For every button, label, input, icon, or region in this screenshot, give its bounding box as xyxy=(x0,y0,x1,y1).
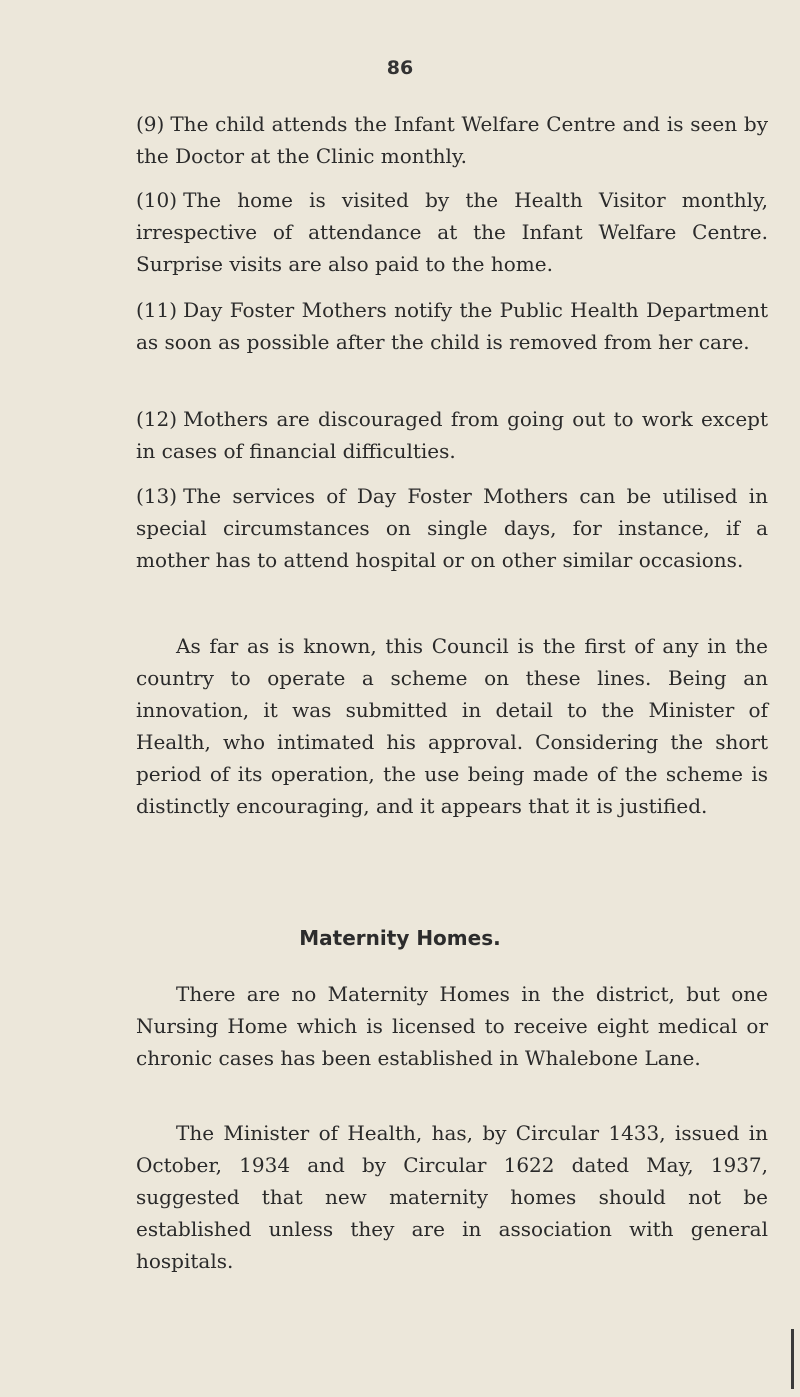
list-item-13 xyxy=(136,480,768,576)
item-text: Day Foster Mothers notify the Public Health Department as soon as possible after the child is removed from her care. xyxy=(136,298,768,354)
item-number: (10) xyxy=(136,188,178,212)
paragraph-minister-circular: The Minister of Health, has, by Circular 1433, issued in October, 1934 and by Circular 1622 dated May, 1937, suggested that new maternity homes should not be established unless they are in association with general hospitals. xyxy=(136,1121,768,1273)
item-number: (13) xyxy=(136,484,178,508)
list-item-12 xyxy=(136,403,768,467)
list-item-9 xyxy=(136,108,768,172)
item-text: Mothers are discouraged from going out to work except in cases of financial difficulties. xyxy=(136,407,768,463)
paragraph-council-scheme: As far as is known, this Council is the first of any in the country to operate a scheme on these lines. Being an innovation, it was submitted in detail to the Minister of Health, who intimated his approval. Considering the short period of its operation, the use being made of the scheme is distinctly encouraging, and it appears that it is justified. xyxy=(136,634,768,818)
paragraph-no-maternity-homes: There are no Maternity Homes in the district, but one Nursing Home which is licensed to receive eight medical or chronic cases has been established in Whalebone Lane. xyxy=(136,982,768,1070)
list-item-10 xyxy=(136,184,768,280)
section-heading-maternity-homes: Maternity Homes. xyxy=(299,926,501,950)
item-number: (12) xyxy=(136,407,178,431)
item-text: The child attends the Infant Welfare Centre and is seen by the Doctor at the Clinic monthly. xyxy=(136,112,768,168)
page-number: 86 xyxy=(386,57,414,79)
item-text: The home is visited by the Health Visitor monthly, irrespective of attendance at the Infant Welfare Centre. Surprise visits are also paid to the home. xyxy=(136,188,768,276)
item-number: (11) xyxy=(136,298,178,322)
page-edge-mark xyxy=(791,1329,794,1389)
item-text: The services of Day Foster Mothers can be utilised in special circumstances on single days, for instance, if a mother has to attend hospital or on other similar occasions. xyxy=(136,484,768,572)
item-number: (9) xyxy=(136,112,165,136)
list-item-11 xyxy=(136,294,768,358)
